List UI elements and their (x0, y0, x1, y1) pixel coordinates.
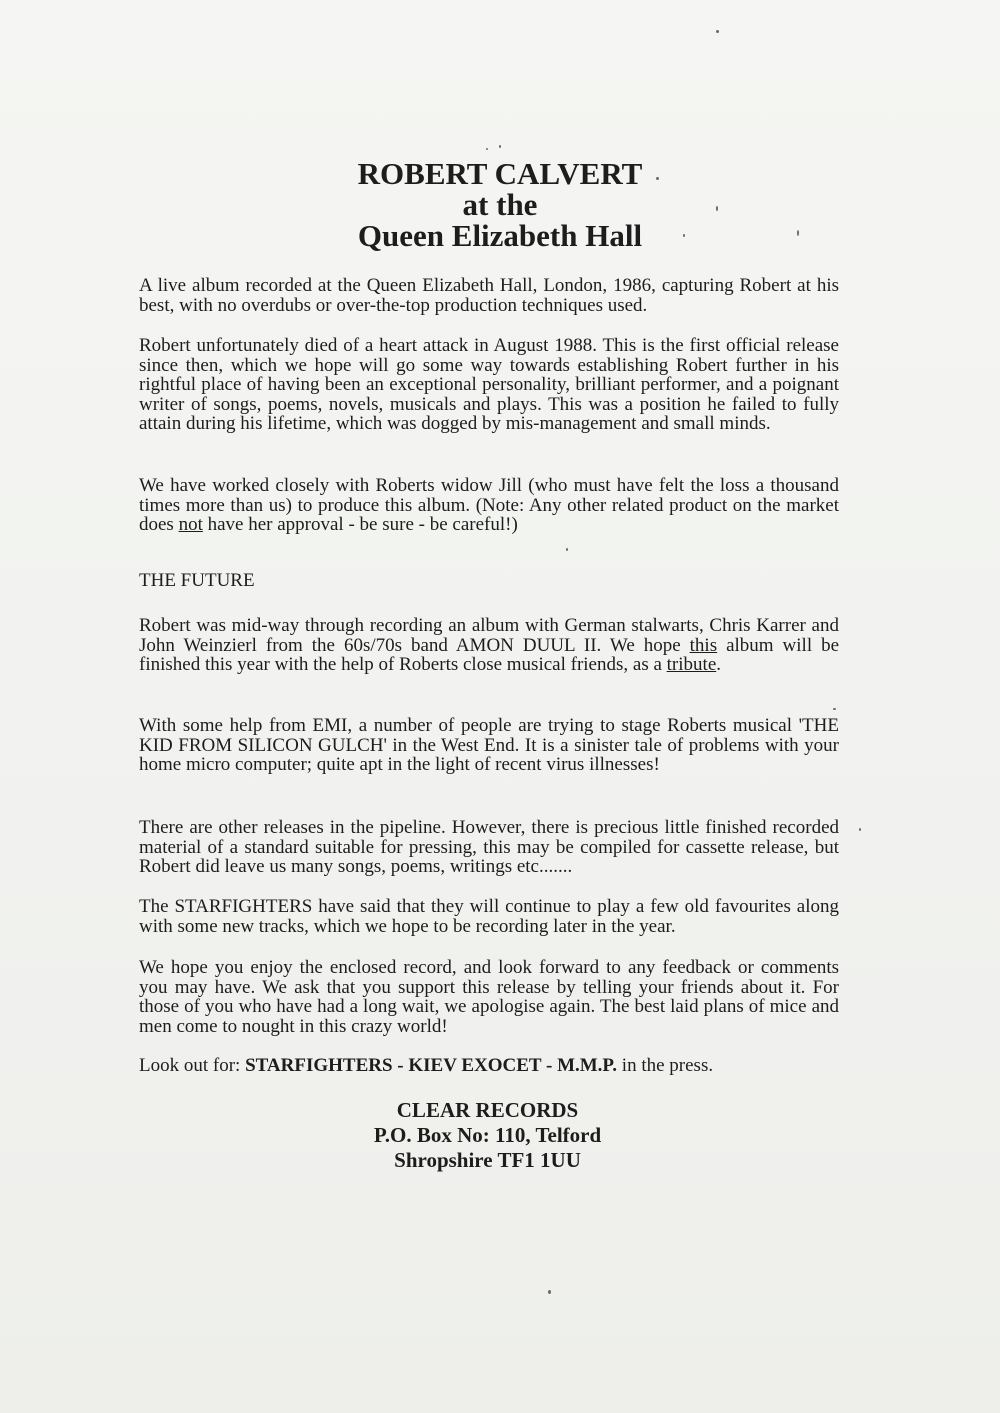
paragraph-musical-text: With some help from EMI, a number of people are trying to stage Roberts musical 'THE KID FROM SILICON GULCH' in the West End. It is a sinister tale of problems with your home micro computer; quite apt in the light of recent virus illnesses! (139, 715, 839, 775)
underlined-not: not (178, 514, 203, 535)
paragraph-closing (139, 958, 839, 1036)
paragraph-obituary (139, 336, 839, 434)
paragraph-musical (139, 716, 839, 775)
section-heading-future: THE FUTURE (139, 570, 255, 591)
approval-text-start: We have worked closely with Roberts widow Jill (who must have felt the loss a thousand times more than us) to produce this album. (Note: Any other related product on the market does (139, 475, 839, 535)
scan-speck (486, 148, 488, 150)
paragraph-releases (139, 818, 839, 877)
scan-speck (716, 206, 718, 211)
scan-speck (833, 708, 836, 710)
lookout-prefix: Look out for: (139, 1055, 246, 1076)
amon-duul-text-end: . (716, 654, 722, 675)
paragraph-starfighters-text: The STARFIGHTERS have said that they will continue to play a few old favourites along with some new tracks, which we hope to be recording later in the year. (139, 896, 839, 937)
paragraph-amon-duul (139, 616, 839, 675)
paragraph-closing-text: We hope you enjoy the enclosed record, and look forward to any feedback or comments you may have. We ask that you support this release by telling your friends about it. For those of you who have had a long wait, we apologise again. The best laid plans of mice and men come to nought in this crazy world! (139, 957, 839, 1037)
title-line-at-the: at the (462, 187, 538, 222)
approval-text-end: have her approval - be sure - be careful!) (202, 514, 518, 535)
paragraph-releases-text: There are other releases in the pipeline. However, there is precious little finished recorded material of a standard suitable for pressing, this may be compiled for cassette release, but Robert did leave us many songs, poems, writings etc....... (139, 817, 839, 877)
lookout-line (139, 1055, 713, 1077)
document-title (0, 158, 1000, 251)
scan-speck (656, 177, 659, 180)
address-county-postcode: Shropshire TF1 1UU (394, 1148, 581, 1172)
lookout-bands: STARFIGHTERS - KIEV EXOCET - M.M.P. (245, 1055, 618, 1076)
scan-speck (566, 548, 568, 551)
paragraph-starfighters (139, 897, 839, 936)
scan-speck (548, 1290, 551, 1294)
underlined-tribute: tribute (666, 654, 717, 675)
scan-speck (859, 828, 861, 831)
amon-duul-text-middle: album will be finished this year with the help of Roberts close musical friends, as a (139, 634, 840, 675)
paragraph-approval (139, 476, 839, 535)
underlined-this: this (689, 634, 718, 656)
scan-speck (797, 230, 799, 236)
address-po-box: P.O. Box No: 110, Telford (373, 1123, 602, 1147)
paragraph-intro-text: A live album recorded at the Queen Elizabeth Hall, London, 1986, capturing Robert at his best, with no overdubs or over-the-top production techniques used. (139, 275, 839, 316)
title-line-venue: Queen Elizabeth Hall (357, 218, 643, 253)
scan-speck (499, 145, 501, 148)
paragraph-approval-text (139, 476, 839, 535)
scan-speck (683, 234, 685, 237)
paragraph-amon-duul-text (139, 616, 839, 675)
lookout-suffix: in the press. (617, 1055, 714, 1076)
paragraph-obituary-text: Robert unfortunately died of a heart attack in August 1988. This is the first official release since then, which we hope will go some way towards establishing Robert further in his rightful place of having been an exceptional personality, brilliant performer, and a poignant writer of songs, poems, novels, musicals and plays. This was a position he failed to fully attain during his lifetime, which was dogged by mis-management and small minds. (139, 335, 839, 434)
paragraph-intro (139, 276, 839, 315)
scan-speck (716, 30, 719, 33)
title-line-artist: ROBERT CALVERT (357, 156, 643, 191)
label-address (0, 1098, 975, 1173)
amon-duul-text-start: Robert was mid-way through recording an album with German stalwarts, Chris Karrer and John Weinzierl from the 60s/70s band AMON DUUL II. We hope (139, 615, 839, 656)
address-label-name: CLEAR RECORDS (396, 1098, 579, 1122)
